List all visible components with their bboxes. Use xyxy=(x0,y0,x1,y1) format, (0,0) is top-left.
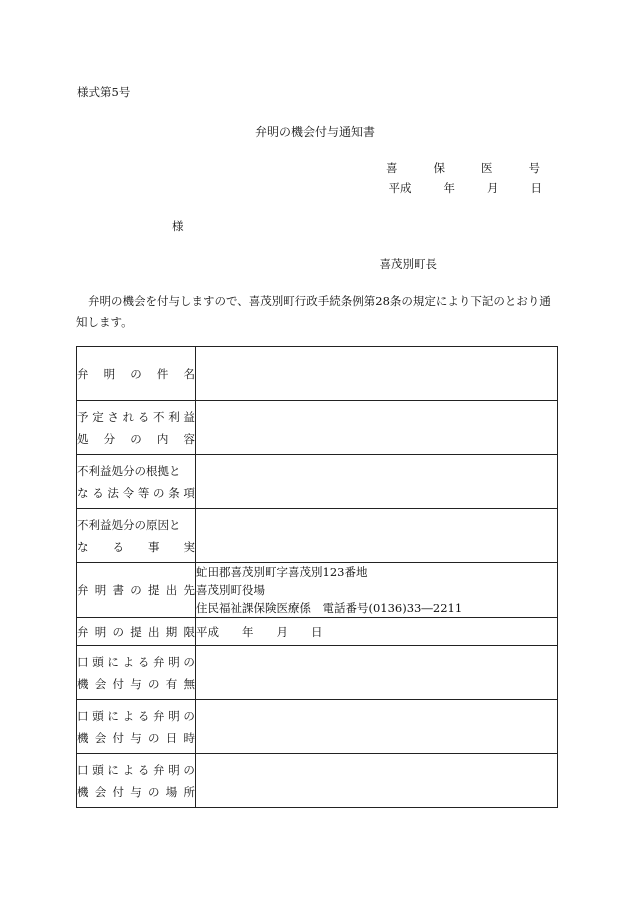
label-char: の xyxy=(112,624,124,639)
label-char: の xyxy=(183,708,195,723)
row-label xyxy=(77,563,196,618)
label-char: 明 xyxy=(94,624,107,639)
row-value[interactable] xyxy=(196,401,558,455)
label-char: 明 xyxy=(168,762,180,777)
label-char: の xyxy=(148,784,160,799)
label-line xyxy=(77,514,195,536)
label-char: 事 xyxy=(148,539,160,554)
label-char: 機 xyxy=(77,784,89,799)
row-label xyxy=(77,646,196,700)
label-char: 弁 xyxy=(77,583,89,597)
reference-part: 喜 xyxy=(386,161,398,175)
reference-number xyxy=(386,160,540,176)
label-char: 付 xyxy=(112,676,124,691)
label-char: 先 xyxy=(183,583,195,597)
label-char: 有 xyxy=(165,676,178,691)
label-char: 明 xyxy=(168,654,180,669)
row-label xyxy=(77,700,196,754)
date-part: 年 xyxy=(443,181,455,195)
label-char: 出 xyxy=(148,624,160,639)
table-row xyxy=(77,646,558,700)
label-char: 無 xyxy=(183,676,195,691)
body-text: 弁明の機会を付与しますので、喜茂別町行政手続条例第28条の規定により下記のとおり通知します。 xyxy=(76,294,551,329)
label-char: る xyxy=(137,708,150,723)
label-char: の xyxy=(183,762,195,777)
label-line xyxy=(77,482,195,504)
row-value[interactable] xyxy=(196,455,558,509)
label-char: 実 xyxy=(183,539,195,554)
label-char: 限 xyxy=(183,624,195,639)
label-char: る xyxy=(137,409,150,424)
table-row xyxy=(77,754,558,808)
label-char: の xyxy=(148,730,160,745)
date-part: 月 xyxy=(487,181,499,195)
label-char: 不利益処分の根拠と xyxy=(77,463,181,478)
label-line xyxy=(77,363,195,385)
label-char: 付 xyxy=(112,730,124,745)
row-label xyxy=(77,754,196,808)
label-char: 口 xyxy=(77,708,89,723)
label-char: 弁 xyxy=(153,708,165,723)
label-char: 名 xyxy=(183,366,195,381)
value-line: 喜茂別町役場 xyxy=(196,583,265,597)
label-char: さ xyxy=(107,409,119,424)
label-char: 場 xyxy=(165,784,178,799)
label-char: の xyxy=(153,485,165,500)
label-char: 利 xyxy=(168,409,180,424)
label-char: 明 xyxy=(94,583,107,597)
label-char: よ xyxy=(122,708,135,723)
label-char: る xyxy=(112,539,124,554)
label-char: 令 xyxy=(122,485,135,500)
row-label xyxy=(77,509,196,563)
row-label xyxy=(77,455,196,509)
label-char: よ xyxy=(122,762,135,777)
label-char: 条 xyxy=(168,485,180,500)
label-char: 頭 xyxy=(92,654,104,669)
reference-part: 保 xyxy=(433,161,445,175)
label-char: 期 xyxy=(165,624,178,639)
label-char: 予 xyxy=(77,409,89,424)
label-char: 会 xyxy=(94,730,107,745)
row-value[interactable] xyxy=(196,700,558,754)
label-char: 弁 xyxy=(153,654,165,669)
addressee: 様 xyxy=(172,219,184,233)
label-line xyxy=(77,651,195,673)
table-row xyxy=(77,700,558,754)
row-label xyxy=(77,401,196,455)
label-line xyxy=(77,781,195,803)
label-char: の xyxy=(148,676,160,691)
label-char: な xyxy=(77,539,89,554)
label-char: 処 xyxy=(77,431,89,446)
label-char: 出 xyxy=(165,583,178,597)
page-title: 弁明の機会付与通知書 xyxy=(254,125,375,139)
row-value[interactable] xyxy=(196,646,558,700)
label-char: に xyxy=(107,708,119,723)
form-number: 様式第5号 xyxy=(77,85,131,99)
label-char: 与 xyxy=(130,784,142,799)
label-char: 提 xyxy=(148,583,160,597)
label-char: 法 xyxy=(107,485,119,500)
table-row xyxy=(77,509,558,563)
label-char: る xyxy=(92,485,104,500)
table-row xyxy=(77,563,558,618)
label-char: 益 xyxy=(183,409,195,424)
label-char: な xyxy=(77,485,89,500)
label-char: 頭 xyxy=(92,708,104,723)
label-char: に xyxy=(107,762,119,777)
table-row xyxy=(77,347,558,401)
label-char: 項 xyxy=(183,485,195,500)
label-line xyxy=(77,727,195,749)
sender: 喜茂別町長 xyxy=(379,257,437,271)
value-line: 平成 年 月 日 xyxy=(196,624,323,639)
label-line xyxy=(77,460,195,482)
row-value[interactable] xyxy=(196,618,558,646)
label-char: 口 xyxy=(77,762,89,777)
label-char: 時 xyxy=(183,730,195,745)
label-char: 内 xyxy=(156,431,169,446)
label-line xyxy=(77,536,195,558)
label-char: に xyxy=(107,654,119,669)
label-char: る xyxy=(137,654,150,669)
label-char: 付 xyxy=(112,784,124,799)
label-char: 明 xyxy=(103,366,116,381)
label-char: 日 xyxy=(165,730,178,745)
date-part: 日 xyxy=(530,181,542,195)
value-line: 虻田郡喜茂別町字喜茂別123番地 xyxy=(196,565,368,579)
label-char: 機 xyxy=(77,676,89,691)
label-char: 容 xyxy=(183,431,195,446)
row-label xyxy=(77,347,196,401)
label-char: 弁 xyxy=(153,762,165,777)
issue-date xyxy=(389,180,543,196)
label-char: 頭 xyxy=(92,762,104,777)
label-char: 書 xyxy=(112,583,124,597)
label-char: よ xyxy=(122,654,135,669)
table-row xyxy=(77,455,558,509)
label-line xyxy=(77,621,195,643)
row-value[interactable] xyxy=(196,347,558,401)
label-char: 不 xyxy=(153,409,165,424)
label-char: 会 xyxy=(94,676,107,691)
row-value[interactable] xyxy=(196,754,558,808)
label-line xyxy=(77,759,195,781)
label-char: 所 xyxy=(183,784,195,799)
date-part: 平成 xyxy=(388,181,412,195)
label-char: の xyxy=(130,583,142,597)
label-line xyxy=(77,705,195,727)
reference-part: 号 xyxy=(528,161,540,175)
label-char: 与 xyxy=(130,730,142,745)
row-value[interactable] xyxy=(196,509,558,563)
reference-part: 医 xyxy=(481,161,493,175)
label-char: 会 xyxy=(94,784,107,799)
label-char: 明 xyxy=(168,708,180,723)
row-value[interactable] xyxy=(196,563,558,618)
label-char: 機 xyxy=(77,730,89,745)
label-char: 等 xyxy=(137,485,150,500)
notice-table xyxy=(76,346,558,808)
label-line xyxy=(77,406,195,428)
label-char: の xyxy=(130,431,142,446)
label-char: 与 xyxy=(130,676,142,691)
label-char: る xyxy=(137,762,150,777)
label-char: 弁 xyxy=(77,624,89,639)
label-char: 分 xyxy=(103,431,116,446)
label-line xyxy=(77,428,195,450)
label-char: 定 xyxy=(92,409,104,424)
label-char: 件 xyxy=(156,366,169,381)
label-char: 口 xyxy=(77,654,89,669)
table-row xyxy=(77,401,558,455)
label-char: 弁 xyxy=(77,366,89,381)
row-label xyxy=(77,618,196,646)
label-char: の xyxy=(183,654,195,669)
label-char: れ xyxy=(122,409,135,424)
label-char: 提 xyxy=(130,624,142,639)
value-line: 住民福祉課保険医療係 電話番号(0136)33―2211 xyxy=(196,601,463,615)
label-line xyxy=(77,579,195,601)
label-char: 不利益処分の原因と xyxy=(77,517,181,532)
label-line xyxy=(77,673,195,695)
table-row xyxy=(77,618,558,646)
label-char: の xyxy=(130,366,142,381)
